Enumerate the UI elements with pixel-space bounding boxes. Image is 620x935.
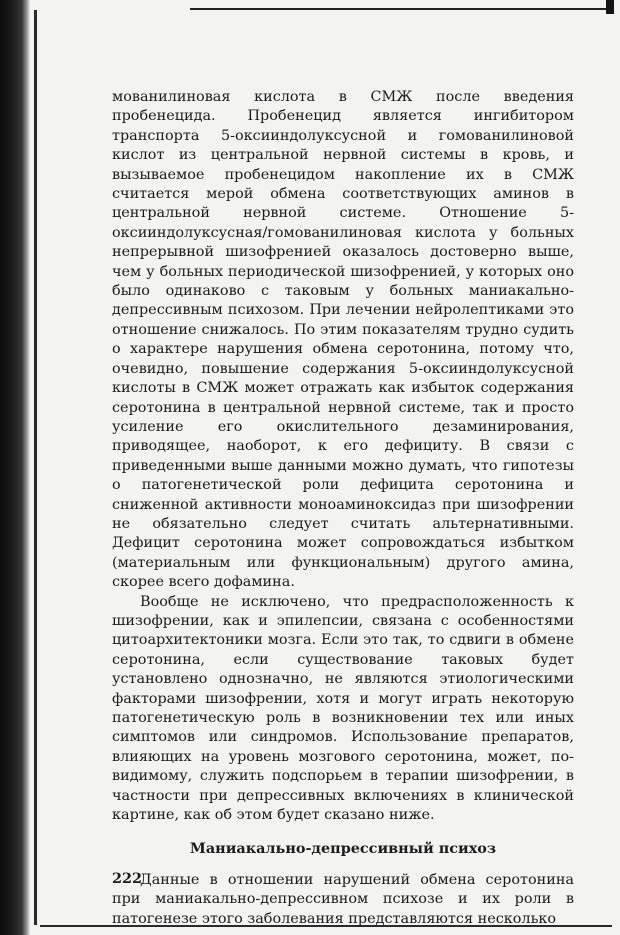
scan-top-rule [190, 8, 610, 10]
page-number: 222 [112, 870, 143, 887]
section-paragraph: Данные в отношении нарушений обмена серотонина при маниакально-депрессивном психозе и их роли в патогенезе этого заболевания представляются несколько [112, 871, 574, 927]
paragraph: Вообще не исключено, что предрасположенность к шизофрении, как и эпилепсии, связана с особенностями цитоархитектоники мозга. Если это так, то сдвиги в обмене серотонина, если существование таковых будет установлено однозначно, не являются этиологическими факторами шизофрении, хотя и могут играть некоторую патогенетическую роль в возникновении тех или иных симптомов или синдромов. Использование препаратов, влияющих на уровень мозгового серотонина, может, по-видимому, служить подспорьем в терапии шизофрении, в частности при депрессивных включениях в клинической картине, как об этом будет сказано ниже. [112, 593, 574, 824]
section-heading: Маниакально-депрессивный психоз [189, 840, 497, 858]
scan-binding-line [34, 10, 37, 925]
paragraph-continued: мованилиновая кислота в СМЖ после введения пробенецида. Пробенецид является ингибитором транспорта 5-оксииндолуксусной и гомованилиновой кислот из центральной нервной системы в кровь, и вызываемое пробенецидом накопление их в СМЖ считается мерой обмена соответствующих аминов в центральной нервной системе. Отношение 5-оксииндолуксусная/гомованилиновая кислота у больных непрерывной шизофренией оказалось достоверно выше, чем у больных периодической шизофренией, у которых оно было одинаково с таковым у больных маниакально-депрессивным психозом. При лечении нейролептиками это отношение снижалось. По этим показателям трудно судить о характере нарушения обмена серотонина, потому что, очевидно, повышение содержания 5-оксииндолуксусной кислоты в СМЖ может отражать как избыток содержания серотонина в центральной нервной системе, так и просто усиление его окислительного дезаминирования, приводящее, наоборот, к его дефициту. В связи с приведенными выше данными можно думать, что гипотезы о патогенетической роли дефицита серотонина и сниженной активности моноаминоксидаз при шизофрении не обязательно следует считать альтернативными. Дефицит серотонина может сопровождаться избытком (материальным или функциональным) другого амина, скорее всего дофамина. [112, 89, 574, 591]
scan-shadow-left [0, 0, 30, 935]
scan-corner-mark [606, 0, 614, 14]
body-text [112, 88, 574, 929]
